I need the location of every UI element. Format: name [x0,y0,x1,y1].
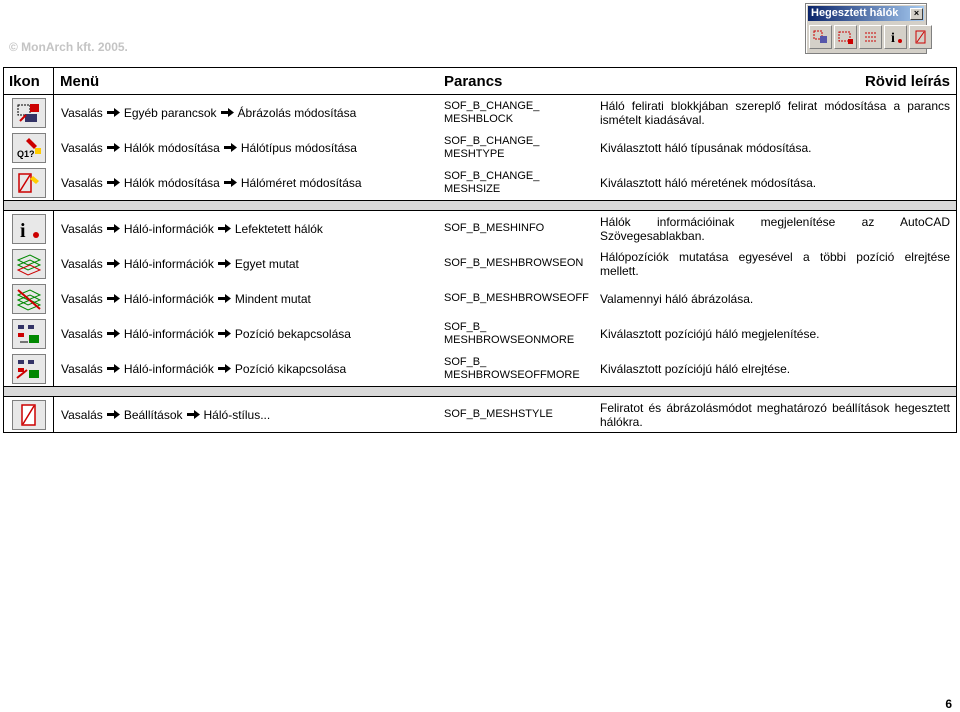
header-description: Rövid leírás [594,68,957,95]
toolbar-mesh-grid-button[interactable] [859,25,882,49]
mesh-block-change-icon [12,98,46,128]
command-line: MESHBLOCK [444,112,514,125]
command-line: MESHBROWSEOFFMORE [444,368,580,381]
mesh-info-icon [12,214,46,244]
toolbar-info-button[interactable] [884,25,907,49]
command-name [438,281,594,316]
menu-path [54,246,439,281]
mesh-browse-on-icon [12,249,46,279]
info-icon [888,29,904,45]
table-row [4,351,957,387]
menu-path [54,281,439,316]
menu-path [54,165,439,201]
mesh-select-icon [838,29,854,45]
table-row [4,130,957,165]
table-row [4,211,957,247]
mesh-type-change-icon [12,133,46,163]
toolbar-mesh-select-button[interactable] [834,25,857,49]
svg-text:Q1?: Q1? [16,148,35,159]
menu-path-item: Mindent mutat [234,291,311,306]
table-row [4,95,957,131]
arrow-icon [218,259,231,268]
menu-path-item: Háló-információk [123,256,214,271]
svg-text:i: i [19,219,26,241]
icon-cell [4,130,54,165]
description: Kiválasztott háló típusának módosítása. [594,130,957,165]
mesh-browse-off-icon [12,284,46,314]
command-name [438,130,594,165]
arrow-icon [218,329,231,338]
header-menu: Menü [54,68,439,95]
menu-path [54,211,439,247]
table-header [4,68,957,95]
menu-path-item: Vasalás [61,256,103,271]
command-name [438,95,594,131]
toolbar-style-button[interactable] [909,25,932,49]
style-icon [913,29,929,45]
menu-path [54,397,439,433]
arrow-icon [107,259,120,268]
menu-path [54,351,439,387]
arrow-icon [107,224,120,233]
menu-path-item: Hálótípus módosítása [240,140,357,155]
page-number: 6 [945,697,952,711]
command-line: SOF_B_MESHSTYLE [444,408,553,420]
menu-path-item: Háló-információk [123,221,214,236]
mesh-size-change-icon [12,168,46,198]
command-line: SOF_B_CHANGE_ [444,134,540,147]
mesh-grid-icon [863,29,879,45]
description: Valamennyi háló ábrázolása. [594,281,957,316]
svg-text:i: i [890,31,895,45]
menu-path-item: Lefektetett hálók [234,221,323,236]
command-table [3,67,957,433]
position-off-icon [12,354,46,384]
mesh-block-icon [813,29,829,45]
description: Hálópozíciók mutatása egyesével a többi pozíció elrejtése mellett. [594,246,957,281]
command-line: SOF_B_MESHINFO [444,222,545,234]
arrow-icon [224,178,237,187]
separator-cell [4,201,957,211]
toolbar-close-button[interactable]: × [910,8,923,20]
command-line: SOF_B_MESHBROWSEON [444,257,584,269]
menu-path [54,95,439,131]
icon-cell [4,211,54,247]
description: Feliratot és ábrázolásmódot meghatározó beállítások hegesztett hálókra. [594,397,957,433]
command-line: SOF_B_MESHBROWSEOFF [444,292,589,304]
copyright-text: © MonArch kft. 2005. [9,40,128,54]
command-name [438,316,594,351]
description: Kiválasztott pozíciójú háló elrejtése. [594,351,957,387]
command-name [438,165,594,201]
icon-cell [4,246,54,281]
menu-path-item: Háló-információk [123,361,214,376]
arrow-icon [107,364,120,373]
icon-cell [4,351,54,387]
menu-path-item: Vasalás [61,291,103,306]
arrow-icon [218,294,231,303]
icon-cell [4,165,54,201]
arrow-icon [218,224,231,233]
position-on-icon [12,319,46,349]
table-row [4,165,957,201]
menu-path-item: Vasalás [61,326,103,341]
menu-path-item: Vasalás [61,221,103,236]
command-line: MESHSIZE [444,182,501,195]
menu-path-item: Beállítások [123,407,183,422]
icon-cell [4,316,54,351]
description: Kiválasztott pozíciójú háló megjelenítése. [594,316,957,351]
command-line: SOF_B_ [444,355,487,368]
command-name [438,351,594,387]
command-line: SOF_B_CHANGE_ [444,169,540,182]
icon-cell [4,281,54,316]
command-line: MESHBROWSEONMORE [444,333,575,346]
arrow-icon [221,108,234,117]
menu-path [54,130,439,165]
menu-path-item: Pozíció bekapcsolása [234,326,351,341]
arrow-icon [107,410,120,419]
toolbar-mesh-block-button[interactable] [809,25,832,49]
separator-cell [4,387,957,397]
menu-path-item: Egyéb parancsok [123,105,217,120]
icon-cell [4,95,54,131]
description: Háló felirati blokkjában szereplő felirat módosítása a parancs ismételt kiadásával. [594,95,957,131]
table-row [4,397,957,433]
arrow-icon [107,108,120,117]
menu-path-item: Háló-információk [123,291,214,306]
header-command: Parancs [438,68,594,95]
icon-cell [4,397,54,433]
group-separator [4,201,957,211]
group-separator [4,387,957,397]
menu-path-item: Pozíció kikapcsolása [234,361,347,376]
menu-path-item: Vasalás [61,140,103,155]
menu-path-item: Egyet mutat [234,256,299,271]
menu-path-item: Hálóméret módosítása [240,175,362,190]
table-row [4,246,957,281]
table-row [4,316,957,351]
arrow-icon [107,143,120,152]
table-row [4,281,957,316]
menu-path-item: Vasalás [61,175,103,190]
menu-path-item: Háló-információk [123,326,214,341]
description: Hálók információinak megjelenítése az AutoCAD Szövegesablakban. [594,211,957,247]
mesh-style-icon [12,400,46,430]
command-name [438,246,594,281]
arrow-icon [107,294,120,303]
command-line: MESHTYPE [444,147,505,160]
arrow-icon [224,143,237,152]
menu-path-item: Háló-stílus... [203,407,271,422]
command-name [438,397,594,433]
menu-path [54,316,439,351]
menu-path-item: Vasalás [61,361,103,376]
menu-path-item: Ábrázolás módosítása [237,105,357,120]
command-name [438,211,594,247]
arrow-icon [107,329,120,338]
menu-path-item: Hálók módosítása [123,140,220,155]
command-line: SOF_B_ [444,320,487,333]
toolbar-title[interactable] [808,6,924,21]
menu-path-item: Hálók módosítása [123,175,220,190]
command-line: SOF_B_CHANGE_ [444,99,540,112]
menu-path-item: Vasalás [61,407,103,422]
mesh-toolbar [805,3,927,54]
header-icon: Ikon [4,68,54,95]
arrow-icon [218,364,231,373]
menu-path-item: Vasalás [61,105,103,120]
description: Kiválasztott háló méretének módosítása. [594,165,957,201]
arrow-icon [187,410,200,419]
toolbar-title-text: Hegesztett hálók [811,7,899,19]
arrow-icon [107,178,120,187]
